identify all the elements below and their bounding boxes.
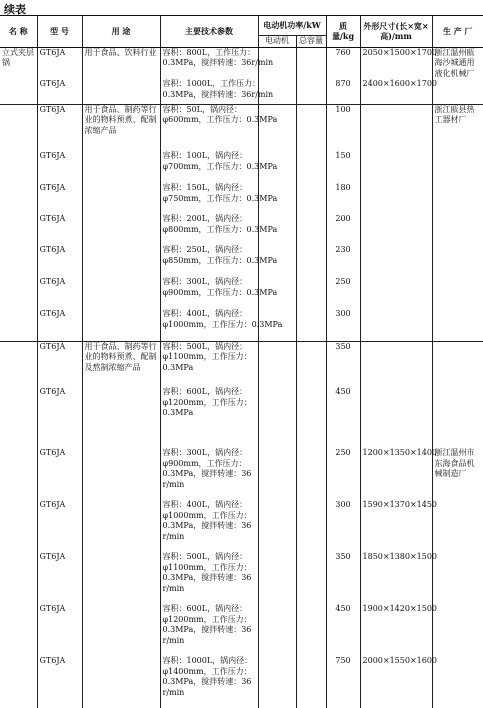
cell-model: GT6JA xyxy=(37,183,82,214)
cell-maker xyxy=(432,277,483,309)
header-specs: 主要技术参数 xyxy=(160,16,258,48)
cell-dims xyxy=(360,183,432,214)
cell-name xyxy=(0,448,37,500)
spec-line: 0.3MPa，搅拌转速：36 xyxy=(162,677,252,687)
cell-model: GT6JA xyxy=(37,277,82,309)
cell-maker: 浙江温州市东海食品机械制造厂 xyxy=(432,448,483,500)
cell-maker xyxy=(432,552,483,604)
cell-name xyxy=(0,79,37,104)
cell-mass: 200 xyxy=(326,214,360,245)
cell-name xyxy=(0,183,37,214)
cell-dims xyxy=(360,151,432,183)
cell-name xyxy=(0,656,37,708)
cell-power-motor xyxy=(258,104,296,151)
cell-use xyxy=(82,245,160,277)
header-power-motor: 电动机 xyxy=(258,36,296,48)
cell-power-total xyxy=(296,448,326,500)
spec-line: φ1400mm，工作压力： xyxy=(162,666,252,676)
cell-mass: 230 xyxy=(326,245,360,277)
header-model: 型 号 xyxy=(37,16,82,48)
cell-name xyxy=(0,151,37,183)
cell-power-total xyxy=(296,79,326,104)
spec-line: 容积：250L，锅内径： xyxy=(162,245,248,255)
table-row xyxy=(0,245,483,277)
cell-use xyxy=(82,448,160,500)
cell-model: GT6JA xyxy=(37,104,82,151)
cell-mass: 150 xyxy=(326,151,360,183)
cell-model: GT6JA xyxy=(37,656,82,708)
cell-maker: 浙江瓯县热工器材厂 xyxy=(432,104,483,151)
cell-name xyxy=(0,214,37,245)
cell-mass: 250 xyxy=(326,277,360,309)
cell-use xyxy=(82,500,160,552)
cell-spec xyxy=(160,245,278,277)
cell-power-total xyxy=(296,151,326,183)
cell-maker: 浙江温州瓯海沙城通用液化机械厂 xyxy=(432,47,483,79)
cell-model: GT6JA xyxy=(37,341,82,387)
spec-line: r/min xyxy=(162,635,185,645)
table-caption: 续表 xyxy=(4,3,26,16)
cell-mass: 760 xyxy=(326,47,360,79)
cell-maker xyxy=(432,309,483,341)
cell-mass: 300 xyxy=(326,500,360,552)
equipment-table xyxy=(0,15,483,708)
cell-model: GT6JA xyxy=(37,387,82,448)
cell-power-motor xyxy=(258,656,296,708)
spec-line: φ900mm，工作压力： xyxy=(162,458,247,468)
cell-use xyxy=(82,387,160,448)
table-row xyxy=(0,104,483,151)
spec-line: φ1000mm，工作压力：0.3MPa xyxy=(162,319,283,329)
spec-line: 容积：50L，锅内径： xyxy=(162,104,242,114)
cell-name xyxy=(0,309,37,341)
cell-name xyxy=(0,277,37,309)
spec-line: 0.3MPa，搅拌转速：36 xyxy=(162,573,252,583)
cell-power-motor xyxy=(258,500,296,552)
table-row xyxy=(0,387,483,448)
cell-spec xyxy=(160,500,258,552)
cell-name xyxy=(0,500,37,552)
cell-power-total xyxy=(296,309,326,341)
cell-dims xyxy=(360,104,432,151)
spec-line: φ1100mm，工作压力： xyxy=(162,562,252,572)
cell-maker xyxy=(432,151,483,183)
cell-power-total xyxy=(296,245,326,277)
cell-power-motor xyxy=(258,341,296,387)
cell-model: GT6JA xyxy=(37,47,82,79)
cell-model: GT6JA xyxy=(37,500,82,552)
spec-line: 0.3MPa，搅拌转速：36 xyxy=(162,521,252,531)
spec-line: 容积：100L，锅内径： xyxy=(162,151,248,161)
spec-line: φ1200mm，工作压力： xyxy=(162,614,252,624)
cell-spec xyxy=(160,656,258,708)
spec-line: r/min xyxy=(162,583,185,593)
cell-power-total xyxy=(296,47,326,79)
cell-use: 用于食品、制药等行业的物料预煮、配制浓缩产品 xyxy=(82,104,160,151)
cell-mass: 750 xyxy=(326,656,360,708)
cell-name xyxy=(0,552,37,604)
spec-line: φ1000mm，工作压力： xyxy=(162,510,252,520)
spec-line: φ900mm，工作压力：0.3MPa xyxy=(162,287,278,297)
cell-power-total xyxy=(296,214,326,245)
cell-power-total xyxy=(296,552,326,604)
header-dims: 外形尺寸(长×宽×高)/mm xyxy=(360,16,432,48)
cell-power-total xyxy=(296,656,326,708)
cell-spec xyxy=(160,341,258,387)
table-row xyxy=(0,47,483,79)
spec-line: 容积：400L，锅内径： xyxy=(162,309,248,319)
cell-name xyxy=(0,387,37,448)
cell-use xyxy=(82,552,160,604)
cell-spec xyxy=(160,47,274,79)
cell-spec xyxy=(160,448,258,500)
cell-model: GT6JA xyxy=(37,552,82,604)
spec-line: 0.3MPa xyxy=(162,362,194,372)
cell-spec xyxy=(160,552,258,604)
spec-line: φ1100mm，工作压力： xyxy=(162,352,252,362)
spec-line: 容积：800L，工作压力： xyxy=(162,47,256,57)
header-name: 名 称 xyxy=(0,16,37,48)
cell-dims: 1900×1420×1500 xyxy=(360,604,432,656)
cell-model: GT6JA xyxy=(37,245,82,277)
cell-name: 立式夹层锅 xyxy=(2,47,34,68)
cell-mass: 450 xyxy=(326,387,360,448)
spec-line: φ750mm，工作压力：0.3MPa xyxy=(162,193,278,203)
spec-line: r/min xyxy=(162,531,185,541)
cell-power-total xyxy=(296,604,326,656)
table-row xyxy=(0,79,483,104)
cell-spec xyxy=(160,277,278,309)
cell-maker xyxy=(432,183,483,214)
spec-line: φ600mm，工作压力：0.3MPa xyxy=(162,115,278,125)
cell-spec xyxy=(160,104,278,151)
cell-dims xyxy=(360,341,432,387)
spec-line: 容积：300L，锅内径： xyxy=(162,277,248,287)
table-row xyxy=(0,500,483,552)
cell-maker xyxy=(432,79,483,104)
spec-line: 0.3MPa xyxy=(162,408,194,418)
spec-line: 0.3MPa，搅拌转速：36r/min xyxy=(162,58,274,68)
cell-spec xyxy=(160,79,274,104)
cell-model: GT6JA xyxy=(37,79,82,104)
cell-use xyxy=(82,277,160,309)
cell-model: GT6JA xyxy=(37,151,82,183)
table-row xyxy=(0,656,483,708)
cell-mass: 350 xyxy=(326,552,360,604)
cell-dims: 2050×1500×1700 xyxy=(360,47,432,79)
cell-dims xyxy=(360,214,432,245)
table-row xyxy=(0,341,483,387)
cell-dims: 2000×1550×1600 xyxy=(360,656,432,708)
cell-maker xyxy=(432,214,483,245)
cell-model: GT6JA xyxy=(37,309,82,341)
cell-use: 用于食品、饮料行业 xyxy=(82,47,160,79)
cell-dims: 1590×1370×1450 xyxy=(360,500,432,552)
spec-line: φ700mm，工作压力：0.3MPa xyxy=(162,161,278,171)
cell-power-total xyxy=(296,341,326,387)
cell-mass: 300 xyxy=(326,309,360,341)
spec-line: 容积：500L，锅内径： xyxy=(162,552,248,562)
cell-dims: 1850×1380×1500 xyxy=(360,552,432,604)
table-row xyxy=(0,448,483,500)
table-row xyxy=(0,552,483,604)
cell-dims xyxy=(360,245,432,277)
cell-use xyxy=(82,151,160,183)
spec-line: 容积：400L，锅内径： xyxy=(162,500,248,510)
spec-line: φ800mm，工作压力：0.3MPa xyxy=(162,224,278,234)
cell-spec xyxy=(160,387,258,448)
table-row xyxy=(0,604,483,656)
cell-model: GT6JA xyxy=(37,448,82,500)
cell-spec xyxy=(160,309,283,341)
cell-power-total xyxy=(296,387,326,448)
cell-power-total xyxy=(296,104,326,151)
cell-power-motor xyxy=(258,552,296,604)
spec-line: 容积：300L，锅内径： xyxy=(162,448,248,458)
cell-spec xyxy=(160,151,278,183)
spec-line: φ850mm，工作压力：0.3MPa xyxy=(162,255,278,265)
cell-use xyxy=(82,604,160,656)
table-row xyxy=(0,214,483,245)
cell-use xyxy=(82,656,160,708)
cell-maker xyxy=(432,387,483,448)
cell-use xyxy=(82,183,160,214)
header-use: 用 途 xyxy=(82,16,160,48)
table-row xyxy=(0,183,483,214)
cell-mass: 180 xyxy=(326,183,360,214)
spec-line: r/min xyxy=(162,687,185,697)
cell-maker xyxy=(432,245,483,277)
cell-use xyxy=(82,214,160,245)
spec-line: 0.3MPa，搅拌转速：36r/min xyxy=(162,89,274,99)
spec-line: 容积：600L，锅内径： xyxy=(162,387,248,397)
cell-power-motor xyxy=(258,387,296,448)
spec-line: 容积：500L，锅内径： xyxy=(162,341,248,351)
table-row xyxy=(0,151,483,183)
cell-power-motor xyxy=(258,448,296,500)
table-row xyxy=(0,309,483,341)
cell-dims xyxy=(360,277,432,309)
cell-mass: 870 xyxy=(326,79,360,104)
cell-name xyxy=(0,604,37,656)
cell-power-total xyxy=(296,500,326,552)
cell-use xyxy=(82,309,160,341)
cell-maker xyxy=(432,604,483,656)
cell-power-total xyxy=(296,183,326,214)
cell-model: GT6JA xyxy=(37,214,82,245)
table-row xyxy=(0,277,483,309)
header-power-total: 总容量 xyxy=(296,36,326,48)
header-power: 电动机功率/kW xyxy=(258,16,326,36)
cell-spec xyxy=(160,183,278,214)
cell-dims xyxy=(360,309,432,341)
spec-line: 容积：200L，锅内径： xyxy=(162,214,248,224)
cell-maker xyxy=(432,656,483,708)
spec-line: 容积：600L，锅内径： xyxy=(162,604,248,614)
spec-line: r/min xyxy=(162,479,185,489)
cell-dims xyxy=(360,387,432,448)
cell-use: 用于食品、制药等行业的物料预煮、配制及熬制浓缩产品 xyxy=(82,341,160,387)
cell-spec xyxy=(160,214,278,245)
cell-model: GT6JA xyxy=(37,604,82,656)
cell-power-total xyxy=(296,277,326,309)
spec-line: φ1200mm，工作压力： xyxy=(162,397,252,407)
spec-line: 容积：1000L，锅内径： xyxy=(162,656,253,666)
cell-mass: 450 xyxy=(326,604,360,656)
spec-line: 0.3MPa，搅拌转速：36 xyxy=(162,625,252,635)
cell-mass: 100 xyxy=(326,104,360,151)
spec-line: 容积：1000L，工作压力： xyxy=(162,79,261,89)
spec-line: 0.3MPa，搅拌转速：36 xyxy=(162,469,252,479)
cell-dims: 1200×1350×1400 xyxy=(360,448,432,500)
cell-dims: 2400×1600×1700 xyxy=(360,79,432,104)
cell-maker xyxy=(432,341,483,387)
spec-line: 容积：150L，锅内径： xyxy=(162,183,248,193)
cell-spec xyxy=(160,604,258,656)
cell-name xyxy=(0,104,37,151)
cell-maker xyxy=(432,500,483,552)
cell-name xyxy=(0,245,37,277)
cell-name xyxy=(0,341,37,387)
header-mass: 质量/kg xyxy=(326,16,360,48)
cell-use xyxy=(82,79,160,104)
header-maker: 生 产 厂 xyxy=(432,16,483,48)
cell-mass: 350 xyxy=(326,341,360,387)
cell-mass: 250 xyxy=(326,448,360,500)
cell-power-motor xyxy=(258,604,296,656)
